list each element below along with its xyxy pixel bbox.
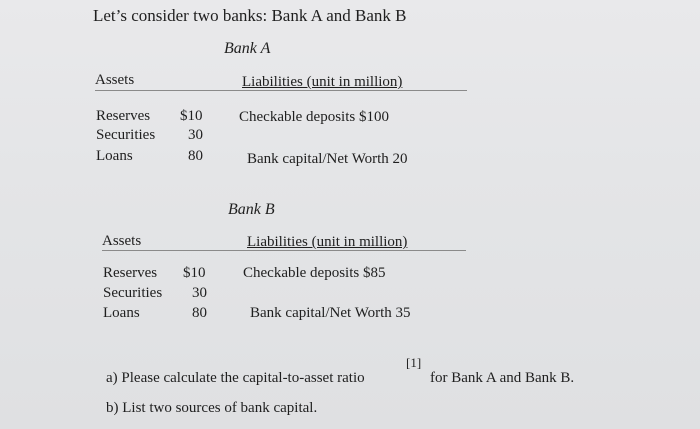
bank-b-asset-label: Securities	[103, 285, 163, 301]
bank-b-asset-value: 30	[192, 285, 207, 301]
bank-a-liability: Checkable deposits $100	[239, 109, 389, 125]
question-a-suffix: for Bank A and Bank B.	[430, 370, 575, 386]
page-title: Let’s consider two banks: Bank A and Bank B	[93, 6, 407, 25]
bank-b-asset-label: Loans	[103, 305, 140, 321]
bank-b-asset-value: 80	[192, 305, 207, 321]
bank-a-asset-value: 80	[188, 148, 203, 164]
bank-b-asset-label: Reserves	[103, 265, 158, 281]
question-b: b) List two sources of bank capital.	[106, 400, 318, 416]
bank-b-liability: Bank capital/Net Worth 35	[250, 305, 411, 321]
bank-b-title: Bank B	[228, 201, 275, 218]
question-a: a) Please calculate the capital-to-asset ratio	[106, 370, 365, 386]
bank-a-asset-value: $10	[180, 108, 203, 124]
bank-a-asset-label: Securities	[96, 127, 156, 143]
footnote-link[interactable]: [1]	[406, 355, 422, 370]
bank-b-liabilities-header: Liabilities (unit in million)	[247, 234, 408, 250]
bank-a-title: Bank A	[224, 40, 271, 57]
bank-b-asset-value: $10	[183, 265, 206, 281]
bank-b-assets-header: Assets	[102, 233, 142, 249]
bank-a-asset-value: 30	[188, 127, 203, 143]
bank-a-asset-label: Reserves	[96, 108, 151, 124]
bank-a-assets-header: Assets	[95, 72, 135, 88]
bank-a-liability: Bank capital/Net Worth 20	[247, 151, 408, 167]
bank-a-liabilities-header: Liabilities (unit in million)	[242, 74, 403, 90]
bank-b-liability: Checkable deposits $85	[243, 265, 386, 281]
bank-a-asset-label: Loans	[96, 148, 133, 164]
